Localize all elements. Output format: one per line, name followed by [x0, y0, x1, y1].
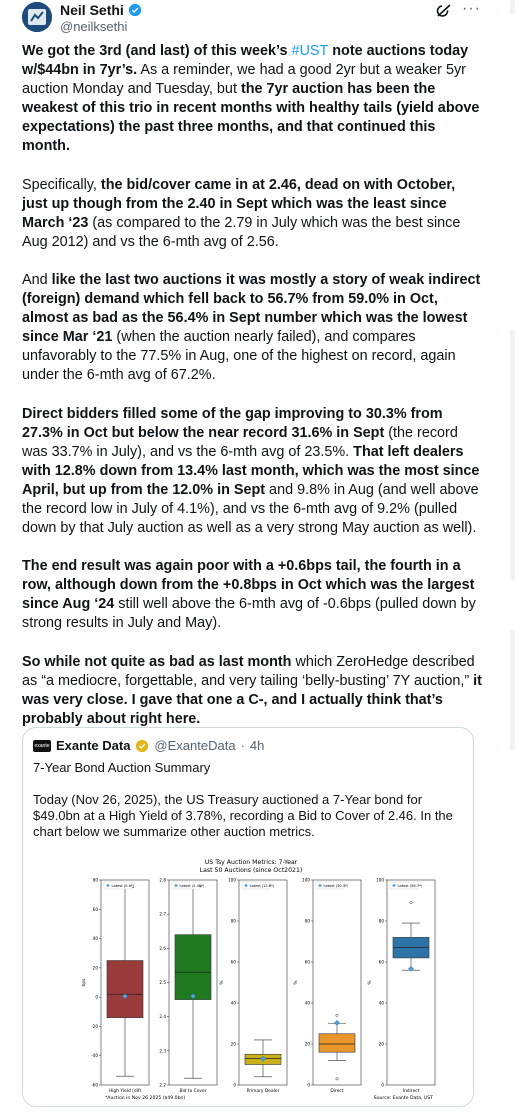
legend-label: Latest (56.7*)	[397, 884, 423, 888]
x-axis-label: High Yield (dif)	[108, 1089, 142, 1094]
quote-author-name[interactable]: Exante Data	[56, 738, 131, 753]
y-tick-label: 80	[92, 877, 98, 883]
x-axis-label: Indirect	[402, 1089, 420, 1094]
chart-footnote: *Auction in Nov 26 2025 ($49.0bn)	[105, 1096, 186, 1101]
bold-text: note auctions today w/$44bn in 7yr’s.	[22, 43, 469, 79]
chart-title: US Tsy Auction Metrics: 7-Year	[204, 859, 298, 866]
y-tick-label: 20	[304, 1041, 310, 1047]
y-tick-label: 0	[233, 1082, 236, 1088]
y-tick-label: 40	[304, 1000, 310, 1006]
box	[319, 1034, 355, 1052]
separator-dot: ·	[240, 738, 245, 753]
chart-subtitle: Last 50 Auctions (since Oct2021)	[199, 867, 303, 874]
plain-text: still well above the 6-mth avg of -0.6bps (pulled down by strong results in July and May).	[22, 596, 476, 632]
plain-text: and 9.8% in Aug (and well above the record low in July of 4.1%), and vs the 6-mth avg of 9.2% (pulled down by that July auction as well as a very strong May auction as well).	[22, 481, 479, 537]
author-name[interactable]: Neil Sethi	[60, 2, 124, 18]
y-tick-label: 100	[302, 877, 310, 883]
tweet-paragraph	[22, 557, 482, 633]
y-tick-label: 80	[378, 918, 384, 924]
bold-text: the 7yr auction has been the weakest of this trio in recent months with healthy tails (yield above expectations) the past three months, and that continued this month.	[22, 81, 480, 155]
bold-text: We got the 3rd (and last) of this week’s	[22, 43, 292, 59]
boxplot-chart	[61, 855, 441, 1103]
tweet-paragraph	[22, 405, 482, 539]
y-tick-label: 40	[378, 1000, 384, 1006]
bold-text: The end result was again poor with a +0.6bps tail, the fourth in a row, although down from the +0.8bps in Oct which was the largest since Aug ‘24	[22, 558, 475, 613]
y-tick-label: 80	[304, 918, 310, 924]
plain-text: (as compared to the 2.79 in July which was the best since Aug 2012) and vs the 6-mth avg of 2.56.	[22, 214, 461, 250]
y-tick-label: 60	[304, 959, 310, 965]
avatar[interactable]	[22, 2, 52, 32]
bold-text: That left dealers with 12.8% down from 13.4% last month, which was the most since April, but up from the 12.0% in Sept	[22, 443, 480, 498]
box	[175, 935, 211, 1000]
tweet-paragraph	[22, 42, 482, 157]
panel-frame	[387, 880, 435, 1085]
tweet-header	[0, 0, 515, 40]
verified-badge-gold-icon	[135, 739, 149, 753]
y-tick-label: 2.2	[159, 1082, 166, 1088]
plain-text: which ZeroHedge described as “a mediocre, forgettable, and very tailing ‘belly-busting’ 7Y auction,”	[22, 653, 475, 689]
y-axis-label: bps	[82, 978, 87, 987]
more-options-icon[interactable]: ···	[462, 0, 481, 17]
y-tick-label: 2.4	[159, 1014, 166, 1020]
plain-text: Specifically,	[22, 176, 101, 193]
bold-text: Direct bidders filled some of the gap improving to 30.3% from 27.3% in Oct but below the near record 31.6% in Sept	[22, 405, 443, 441]
legend-label: Latest (30.3*)	[323, 884, 349, 888]
auction-metrics-chart[interactable]	[61, 855, 441, 1103]
y-tick-label: 100	[228, 877, 236, 883]
quoted-tweet[interactable]	[22, 727, 474, 1107]
y-tick-label: 2.8	[159, 877, 166, 883]
legend-label: Latest (12.8*)	[249, 884, 275, 888]
plain-text: (the record was 33.7% in July), and vs the 6-mth avg of 23.5%.	[22, 424, 458, 460]
y-tick-label: 0	[381, 1082, 384, 1088]
chart-source: Source: Exante Data, UST	[373, 1096, 433, 1101]
plain-text: As a reminder, we had a good 2yr but a weaker 5yr auction Monday and Tuesday, but	[22, 62, 466, 98]
y-tick-label: 40	[230, 1000, 236, 1006]
latest-marker	[408, 966, 413, 971]
quote-timestamp[interactable]: 4h	[249, 738, 265, 753]
legend-label: Latest (2.46*)	[179, 884, 205, 888]
plain-text: And	[22, 271, 52, 288]
y-tick-label: 20	[230, 1041, 236, 1047]
y-tick-label: 60	[92, 906, 98, 912]
y-tick-label: 2.3	[159, 1048, 166, 1054]
tweet-paragraph	[22, 176, 482, 252]
side-panel-edge	[510, 330, 515, 580]
y-axis-label: %	[294, 980, 299, 985]
y-tick-label: 0	[307, 1082, 310, 1088]
grok-icon[interactable]	[435, 2, 453, 20]
y-tick-label: 40	[92, 936, 98, 942]
y-tick-label: 20	[92, 965, 98, 971]
legend-label: Latest (0.6*)	[111, 884, 135, 888]
tweet-text	[22, 42, 482, 748]
bold-text: So while not quite as bad as last month	[22, 653, 292, 670]
quote-title: 7-Year Bond Auction Summary	[33, 760, 211, 775]
bold-text: like the last two auctions it was mostly a story of weak indirect (foreign) demand which fell back to 56.7% from 59.0% in Oct, almost as bad as the 56.4% in Sept number which was the lowest since Mar ‘21	[22, 271, 481, 346]
x-axis-label: Primary Dealer	[246, 1089, 280, 1094]
y-tick-label: 2.7	[159, 911, 166, 917]
y-tick-label: 20	[378, 1041, 384, 1047]
y-tick-label: -40	[91, 1053, 98, 1059]
box	[107, 961, 143, 1018]
verified-badge-icon	[128, 3, 142, 17]
avatar-icon	[22, 2, 52, 32]
side-panel-edge	[510, 630, 515, 750]
exante-logo-icon: exante	[33, 740, 51, 752]
hashtag-link[interactable]: #UST	[291, 43, 329, 59]
latest-marker	[334, 1020, 339, 1025]
y-tick-label: -60	[91, 1082, 98, 1088]
y-axis-label: %	[368, 980, 373, 985]
y-tick-label: 100	[376, 877, 384, 883]
bold-text: the bid/cover came in at 2.46, dead on with October, just up though from the 2.40 in Sept which was the least since March ‘23	[22, 176, 456, 231]
y-axis-label: %	[220, 980, 225, 985]
outlier-point	[410, 901, 412, 903]
outlier-point	[336, 1078, 338, 1080]
bold-text: it was very close. I gave that one a C-, and I actually think that’s probably about right here.	[22, 672, 482, 727]
y-tick-label: 2.6	[159, 945, 166, 951]
y-tick-label: 2.5	[159, 980, 166, 985]
tweet-paragraph	[22, 271, 482, 386]
y-tick-label: 60	[230, 959, 236, 965]
y-tick-label: 80	[230, 918, 236, 924]
tweet-paragraph	[22, 653, 482, 729]
y-tick-label: -20	[91, 1023, 98, 1029]
quote-author-handle[interactable]: @ExanteData	[154, 738, 236, 753]
quote-text: Today (Nov 26, 2025), the US Treasury auctioned a 7-Year bond for $49.0bn at a High Yield of 3.78%, recording a Bid to Cover of 2.46. In the chart below we summarize other auction metrics.	[33, 792, 453, 839]
y-tick-label: 0	[95, 994, 98, 1000]
outlier-point	[336, 1014, 338, 1016]
author-handle[interactable]: @neilksethi	[60, 19, 128, 34]
side-panel-edge	[510, 0, 515, 14]
x-axis-label: Direct	[330, 1089, 344, 1094]
plain-text: (when the auction nearly failed), and compares unfavorably to the 77.5% in Aug, one of the highest on record, again under the 6-mth avg of 67.2%.	[22, 329, 456, 384]
x-axis-label: Bid to Cover	[179, 1089, 207, 1094]
y-tick-label: 60	[378, 959, 384, 965]
